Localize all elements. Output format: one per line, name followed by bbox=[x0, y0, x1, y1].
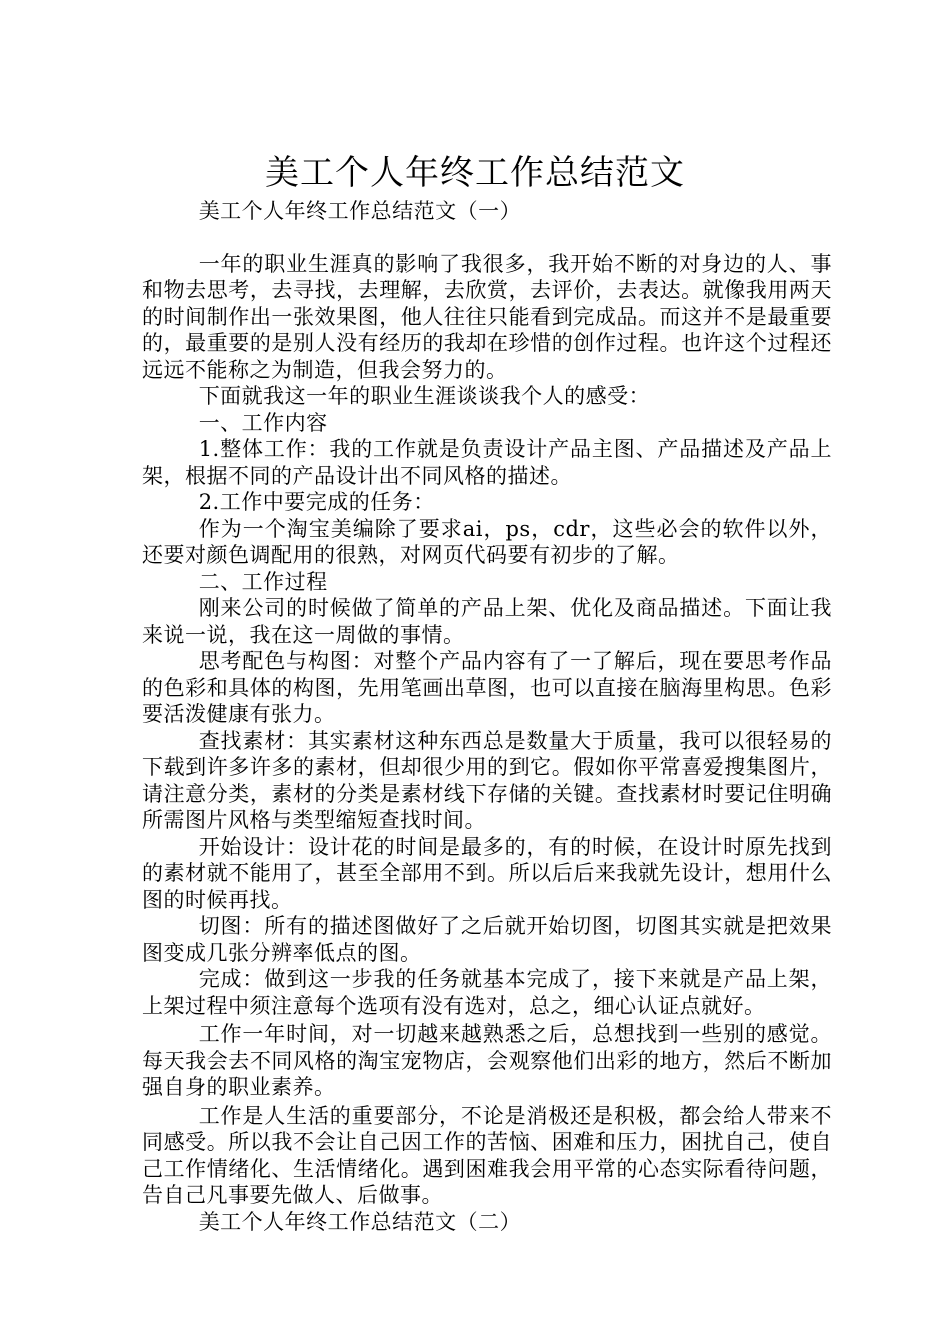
body-paragraph: 工作是人生活的重要部分，不论是消极还是积极，都会给人带来不同感受。所以我不会让自己因工作的苦恼、困难和压力，困扰自己，使自己工作情绪化、生活情绪化。遇到困难我会用平常的心态实际看待问题，告自己凡事要先做人、后做事。 bbox=[142, 1103, 832, 1207]
body-paragraph: 2.工作中要完成的任务： bbox=[198, 490, 435, 514]
body-paragraph: 开始设计：设计花的时间是最多的，有的时候，在设计时原先找到的素材就不能用了，甚至全部用不到。所以后后来我就先设计，想用什么图的时候再找。 bbox=[142, 834, 832, 912]
body-paragraph: 思考配色与构图：对整个产品内容有了一了解后，现在要思考作品的色彩和具体的构图，先用笔画出草图，也可以直接在脑海里构思。色彩要活泼健康有张力。 bbox=[142, 649, 832, 726]
document-body bbox=[142, 198, 832, 1235]
body-paragraph: 刚来公司的时候做了简单的产品上架、优化及商品描述。下面让我来说一说，我在这一周做的事情。 bbox=[142, 596, 832, 647]
body-paragraph: 工作一年时间，对一切越来越熟悉之后，总想找到一些别的感觉。每天我会去不同风格的淘宝宠物店，会观察他们出彩的地方，然后不断加强自身的职业素养。 bbox=[142, 1022, 832, 1099]
body-paragraph: 1.整体工作：我的工作就是负责设计产品主图、产品描述及产品上架，根据不同的产品设计出不同风格的描述。 bbox=[142, 437, 832, 488]
body-paragraph: 作为一个淘宝美编除了要求ai，ps，cdr，这些必会的软件以外，还要对颜色调配用的很熟，对网页代码要有初步的了解。 bbox=[142, 516, 832, 567]
document-title: 美工个人年终工作总结范文 bbox=[265, 152, 685, 193]
section-heading-two: 美工个人年终工作总结范文（二） bbox=[198, 1209, 522, 1234]
body-paragraph: 查找素材：其实素材这种东西总是数量大于质量，我可以很轻易的下载到许多许多的素材，但却很少用的到它。假如你平常喜爱搜集图片，请注意分类，素材的分类是素材线下存储的关键。查找素材时要记住明确所需图片风格与类型缩短查找时间。 bbox=[142, 728, 832, 832]
section-heading: 二、工作过程 bbox=[198, 569, 328, 594]
body-paragraph: 下面就我这一年的职业生涯谈谈我个人的感受： bbox=[198, 384, 651, 408]
body-paragraph: 切图：所有的描述图做好了之后就开始切图，切图其实就是把效果图变成几张分辨率低点的图。 bbox=[142, 914, 832, 965]
body-paragraph: 一年的职业生涯真的影响了我很多，我开始不断的对身边的人、事和物去思考，去寻找，去理解，去欣赏，去评价，去表达。就像我用两天的时间制作出一张效果图，他人往往只能看到完成品。而这并不是最重要的，最重要的是别人没有经历的我却在珍惜的创作过程。也许这个过程还远远不能称之为制造，但我会努力的。 bbox=[142, 251, 832, 382]
section-heading-one: 美工个人年终工作总结范文（一） bbox=[198, 199, 522, 223]
section-heading: 一、工作内容 bbox=[198, 410, 328, 435]
body-paragraph: 完成：做到这一步我的任务就基本完成了，接下来就是产品上架，上架过程中须注意每个选项有没有选对，总之，细心认证点就好。 bbox=[142, 967, 832, 1018]
